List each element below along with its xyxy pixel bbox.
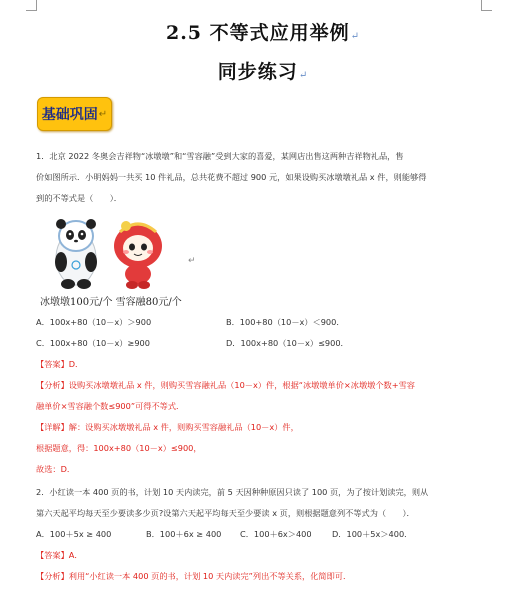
price-caption: 冰墩墩100元/个 雪容融80元/个 bbox=[40, 297, 182, 308]
mascot-image bbox=[46, 210, 172, 290]
option-a: A．100＋5x ≥ 400 bbox=[36, 529, 112, 539]
question1-line: 价如图所示．小明妈妈一共买 10 件礼品，总共花费不超过 900 元，如果设购买冰墩墩礼品 x 件，则能够得 bbox=[36, 172, 427, 182]
section-badge bbox=[37, 97, 112, 131]
explain-line: 根据题意，得：100x+80（10－x）≤900， bbox=[36, 443, 202, 453]
analysis-line: 【分析】设购买冰墩墩礼品 x 件，则购买雪容融礼品（10－x）件，根据“冰墩墩单价×冰墩墩个数+雪容 bbox=[36, 380, 415, 390]
analysis-line: 【分析】利用“小红读一本 400 页的书，计划 10 天内读完”列出不等关系，化简即可． bbox=[36, 571, 352, 581]
paragraph-mark-icon: ↵ bbox=[98, 108, 108, 120]
page-corner-mark bbox=[481, 0, 492, 11]
option-d: D．100x+80（10－x）≤900． bbox=[226, 338, 349, 348]
option-a: A．100x+80（10－x）＞900 bbox=[36, 317, 152, 327]
document-subtitle bbox=[0, 57, 526, 84]
option-c: C．100x+80（10－x）≥900 bbox=[36, 338, 150, 348]
explain-line: 【详解】解：设购买冰墩墩礼品 x 件，则购买雪容融礼品（10－x）件， bbox=[36, 422, 299, 432]
answer-label: 【答案】A． bbox=[36, 550, 83, 560]
answer-label: 【答案】D． bbox=[36, 359, 84, 369]
subtitle-text: 同步练习 bbox=[217, 61, 298, 83]
paragraph-mark-icon: ↵ bbox=[350, 31, 361, 42]
option-b: B．100＋6x ≥ 400 bbox=[146, 529, 222, 539]
question1-line: 到的不等式是（ ）． bbox=[36, 193, 122, 203]
document-title bbox=[0, 18, 526, 45]
explain-line: 故选：D． bbox=[36, 464, 76, 474]
paragraph-mark-icon: ↵ bbox=[188, 256, 196, 266]
title-text: 2.5 不等式应用举例 bbox=[165, 22, 350, 44]
option-c: C．100＋6x＞400 bbox=[240, 529, 312, 539]
question1-line: 1．北京 2022 冬奥会吉祥物“冰墩墩”和“雪容融”受到大家的喜爱，某网店出售这两种吉祥物礼品，售 bbox=[36, 151, 404, 161]
option-b: B．100+80（10－x）＜900． bbox=[226, 317, 345, 327]
section-badge-label: 基础巩固 bbox=[41, 107, 98, 123]
question2-line: 第六天起平均每天至少要读多少页?设第六天起平均每天至少要读 x 页，则根据题意列不等式为（ ）． bbox=[36, 508, 415, 518]
page-corner-mark bbox=[26, 0, 37, 11]
analysis-line: 融单价×雪容融个数≤900”可得不等式． bbox=[36, 401, 185, 411]
paragraph-mark-icon: ↵ bbox=[298, 70, 309, 81]
option-d: D．100＋5x＞400． bbox=[332, 529, 413, 539]
question2-line: 2．小红读一本 400 页的书，计划 10 天内读完，前 5 天因种种原因只读了 100 页，为了按计划读完，则从 bbox=[36, 487, 429, 497]
